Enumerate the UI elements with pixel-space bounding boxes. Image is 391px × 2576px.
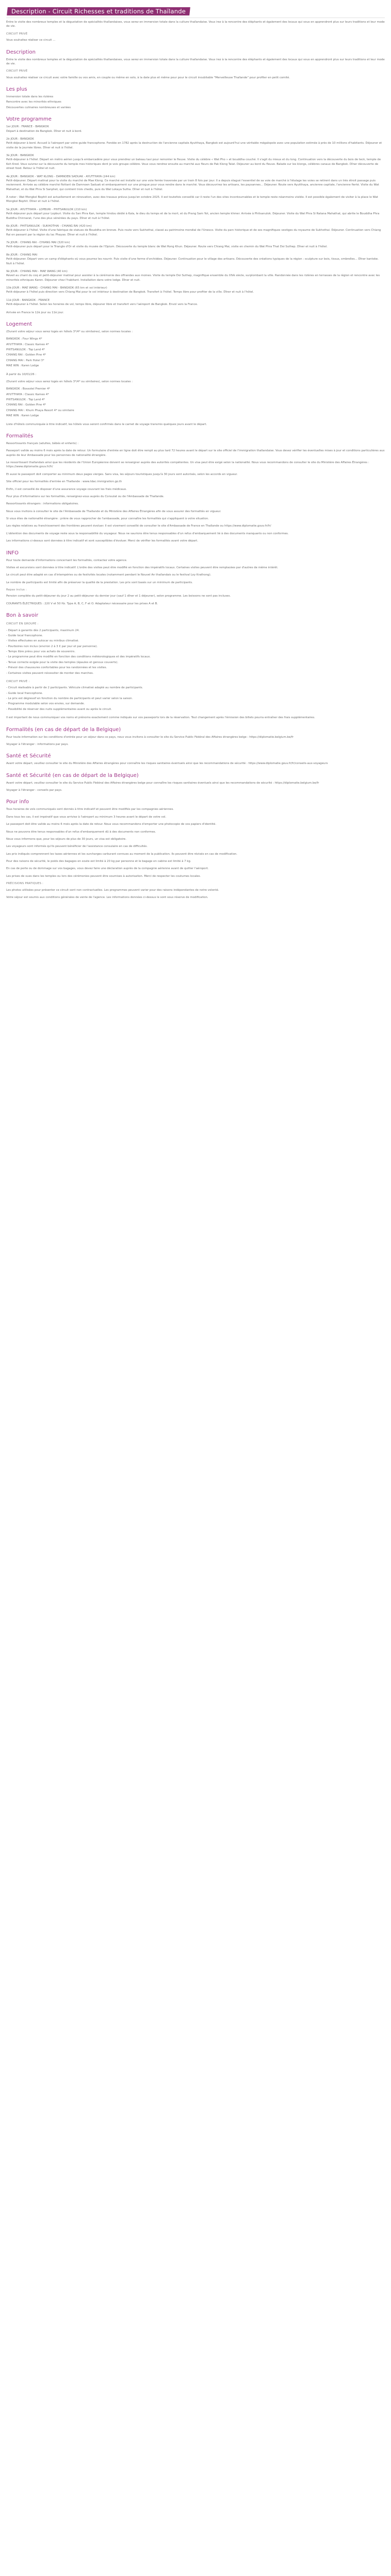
day-text: Arrivée en France le 12è jour ou 11è jour. [6,311,64,314]
savoir-item: - Guide local francophone. [6,691,43,695]
logement-note: À partir du 10/01/26 : [6,372,37,376]
pour-info-heading: Pour info [6,799,29,805]
savoir-item: - Programme modulable selon vos envies, sur demande. [6,702,85,706]
pour-info-paragraph: Le passeport doit être valide au moins 6 mois après la date de retour. Nous vous recommandons d'emporter une photocopie de vos papiers d'identité. [6,823,217,826]
savoir-item: - Guide local francophone. [6,634,43,637]
circuit-prive-text: Vous souhaitez réaliser ce circuit ... [6,39,56,42]
day-text: À noter : Wat Mongkol Bophit est actuellement en rénovation, avec des travaux prévus jusqu'en octobre 2025. Il est toutefois conseillé car il reste l'un des sites incontournables et le temple reste néanmoins visible. Il est possible également de visiter à la place le Wat Mongkol Bophit. Dîner et nuit à l'hôtel. [6,196,378,204]
day-item [6,311,385,315]
formalites-paragraph: Site officiel pour les formalités d'entrée en Thaïlande : www.tdac.immigration.go.th [6,480,122,484]
pour-info-paragraph: Pour des raisons de sécurité, le poids des bagages en soute est limité à 20 kg par personne et le bagage en cabine est limité à 7 kg. [6,860,191,863]
formalites-paragraph: Les informations ci-dessus sont données à titre indicatif et sont susceptibles d'évoluer. Merci de vérifier les formalités avant votre départ. [6,539,199,543]
day-title: 5è JOUR : AYUTTHAYA - LOPBURI - PHITSANULOK (210 km) [6,208,87,211]
formalites-paragraph: Le ressortissant thaïlandais ainsi que les résidents de l'Union Européenne doivent se renseigner auprès des autorités compétentes. Un visa peut être exigé selon la nationalité. Nous vous recommandons de consulter le site du Ministère des Affaires Étrangères : https://www.diplomatie.gouv.fr/fr/ [6,461,369,469]
hotel-item: BANGKOK : Four Wings 4* [6,337,42,341]
formalites-paragraph: Passeport valide au moins 6 mois après la date de retour. Un formulaire d'entrée en ligne doit être rempli au plus tard 72 heures avant le départ sur le site officiel de l'immigration thaïlandaise. Vous devez vérifier les éventuelles mises à jour et conditions particulières aux auprès de leur Ambassade pour les personnes de nationalité étrangère. [6,449,385,457]
hotel-item: AYUTTHAYA : Classic Kameo 4* [6,343,49,346]
intro-text: Entre le visite des nombreux temples et la dégustation de spécialités thaïlandaises, vous serez en immersion totale dans la culture thaïlandaise. Vous irez à la rencontre des éléphants et également des locaux qui vous en apprendront plus sur leurs traditions et leur mode de vie. [6,21,385,28]
formalites-paragraph: Pour plus d'informations sur les formalités, renseignez-vous auprès du Consulat ou de l'Ambassade de Thaïlande. [6,495,165,498]
hotel-item: MAE WIN : Karen Lodge [6,364,39,368]
info-content [6,558,385,585]
day-text: Petit-déjeuner puis départ pour le Triangle d'Or et visite du musée de l'Opium. Découverte du temple blanc de Wat Rong Khun. Déjeuner. Route vers Chiang Mai, visite en chemin du Wat Phra That Doi Suthep. Dîner et nuit à l'hôtel. [6,245,328,249]
pour-info-paragraph: Nous vous informons que, pour les séjours de plus de 30 jours, un visa est obligatoire. [6,837,126,841]
pour-info-content [6,807,385,878]
savoir-item: - Tenue correcte exigée pour la visite des temples (épaules et genoux couverts). [6,660,119,664]
plus-item: Immersion totale dans les rizières [6,95,54,98]
day-title: 1er JOUR : FRANCE - BANGKOK [6,125,49,129]
savoir-heading: Bon à savoir [6,613,39,619]
page-title: Description - Circuit Richesses et traditions de Thaïlande [7,7,190,15]
plus-item: Découvertes culinaires nombreuses et variées [6,106,71,109]
logement-footer: Liste d'hôtels communiquée à titre indicatif, les hôtels vous seront confirmés dans le carnet de voyage transmis quelques jours avant le départ. [6,422,207,426]
hotels-list-1 [6,337,385,368]
day-item [6,208,385,221]
sante-belgique-heading: Santé et Sécurité (en cas de départ de la Belgique) [6,772,139,778]
pour-info-paragraph: Nous ne pouvons être tenus responsables d'un refus d'embarquement dû à des documents non conformes. [6,830,156,834]
hotels-list-2 [6,387,385,418]
info-paragraph: Visites et excursions sont données à titre indicatif. L'ordre des visites peut être modifié en fonction des impératifs locaux. Certaines visites peuvent être remplacées par d'autres de même intérêt. [6,566,279,569]
description-intro: Entre le visite des nombreux temples et la dégustation de spécialités thaïlandaises, vous serez en immersion totale dans la culture thaïlandaise. Vous irez à la rencontre des éléphants et également des locaux qui vous en apprendront plus sur leurs traditions et leur mode de vie. [6,58,385,65]
day-title: 11è JOUR : BANGKOK - FRANCE [6,298,50,302]
hotel-item: CHIANG MAI : Khum Phaya Resort 4* ou similaire [6,409,74,412]
savoir-item: - Circuit réalisable à partir de 2 participants. Véhicule climatisé adapté au nombre de participants. [6,686,143,690]
info-paragraph: Le circuit peut être adapté en cas d'intempéries ou de festivités locales (notamment pendant le Nouvel An thaïlandais ou le festival Loy Krathong). [6,573,211,577]
hotel-item: MAE WIN : Karen Lodge [6,414,39,418]
hotel-item: PHITSANULOK : Top Land 4* [6,348,45,351]
sante-belgique-text: Avant votre départ, veuillez consulter le site du Service Public Fédéral des Affaires étrangères belge pour connaître les risques sanitaires éventuels ainsi que les recommandations de sécurité : https://diplomatie.belgium.be/fr [6,781,319,785]
savoir-item: - Pourboires non inclus (environ 2 à 3 € par jour et par personne). [6,645,98,648]
savoir-item: - Visites effectuées en autocar ou minibus climatisé. [6,639,79,643]
days-list [6,125,385,315]
formalites-paragraph: Nous vous invitons à consulter le site de l'Ambassade de Thaïlande et du Ministère des Affaires Étrangères afin de vous assurer des formalités en vigueur. [6,510,221,513]
day-item [6,154,385,171]
savoir-item: - Possibilité de réserver des nuits supplémentaires avant ou après le circuit. [6,707,112,711]
description-heading: Description [6,49,36,55]
pour-info-paragraph: Tous horaires de vols communiqués sont donnés à titre indicatif et peuvent être modifiés par les compagnies aériennes. [6,808,174,811]
hotel-item: CHIANG RAI : Golden Pine 4* [6,353,46,357]
hotel-item: PHITSANULOK : Top Land 4* [6,398,45,401]
day-text: Petit-déjeuner à l'hôtel. Selon les horaires de vol, temps libre, déjeuner libre et transfert vers l'aéroport de Bangkok. Envol vers la France. [6,303,198,307]
savoir-item: - Départ à garantis dès 2 participants, maximum 24. [6,629,80,632]
day-text: Petit-déjeuner. Départ vers un camp d'éléphants où vous pourrez les nourrir. Puis visite d'une ferme d'orchidées. Déjeuner. Continuation pour le village des artisans. Découverte des créations typiques de la région : sculpture sur bois, tissus, ombrelles... Dîner kantoke. Nuit à l'hôtel. [6,258,379,265]
hotel-item: CHIANG RAI : Golden Pine 4* [6,403,46,407]
logement-heading: Logement [6,321,32,327]
day-title: 3è JOUR : BANGKOK [6,154,34,157]
day-title: 2è JOUR : BANGKOK [6,137,34,141]
pour-info-paragraph: Les prix indiqués comprennent les taxes aériennes et les surcharges carburant connues au moment de la publication. Ils peuvent être révisés en cas de modification. [6,852,237,856]
plus-list [6,95,385,110]
footer-note: Votre séjour est soumis aux conditions générales de vente de l'agence. Les informations données ci-dessus le sont sous réserve de modification. [6,895,208,899]
circuit-prive-label-2: CIRCUIT PRIVÉ [6,70,28,73]
circuit-prive-text-2: Vous souhaitez réaliser ce circuit avec votre famille ou vos amis, en couple ou même en solo, à la date plus et même pour pour le circuit inoubliable "Merveilleuse Thaïlande" pour profiter en petit comité. [6,76,290,79]
savoir-item: - Temps libre prévu pour vos achats de souvenirs. [6,650,76,653]
logement-intro: (Durant votre séjour vous serez logés en hôtels 3*/4* ou similaires), selon normes locales : [6,330,133,333]
formalites-belgique-text-2: Voyager à l'étranger : informations par pays. [6,742,69,746]
formalites-content [6,442,385,544]
formalites-paragraph: Enfin, il est conseillé de disposer d'une assurance voyage couvrant les frais médicaux. [6,487,127,491]
hotel-item: BANGKOK : Bossotel Premier 4* [6,387,51,391]
day-item [6,137,385,150]
formalites-paragraph: Ressortissants français (adultes, bébés et enfants) : [6,442,79,445]
info-heading: INFO [6,550,19,556]
plus-heading: Les plus [6,87,27,92]
sante-belgique-text-2: Voyager à l'étranger : conseils par pays. [6,789,62,792]
formalites-paragraph: Si vous êtes de nationalité étrangère : prière de vous rapprocher de l'ambassade, pour connaître les formalités qui s'appliquent à votre situation. [6,517,209,520]
day-text: Petit-déjeuner puis départ pour Lopburi. Visite du San Phra Kan, temple hindou dédié à Kala, le dieu du temps et de la mort, et du Prang Sam Yot, ancien temple khmer. Arrivée à Phitsanulok. Déjeuner. Visite du Wat Phra Si Ratana Mahathat, qui abrite le Bouddha Phra Buddha Chinnarat, l'une des plus vénérées du pays. Dîner et nuit à l'hôtel. [6,212,380,220]
savoir-footer: Il est important de nous communiquer vos noms et prénoms exactement comme indiqués sur vos passeports lors de la réservation. Tout changement après l'émission des billets pourra entraîner des frais supplémentaires. [6,716,315,720]
pour-info-paragraph: Les prises de vues dans les temples ou lors des cérémonies peuvent être soumises à autorisation. Merci de respecter les coutumes locales. [6,874,201,878]
savoir-list-1 [6,629,385,675]
day-text: Réveil au chant du coq et petit-déjeuner matinal pour assister à la cérémonie des offrandes aux moines. Visite du temple Doi Suthep, magnifique ensemble du XIVè siècle, surplombant la ville. Randonnée dans les rizières en terrasses de la région et rencontre avec les minorités ethniques Karen. Déjeuner chez l'habitant. Installation dans votre lodge. Dîner et nuit. [6,274,380,282]
repas-label: Repas inclus : [6,588,27,591]
pour-info-paragraph: Les voyageurs sont informés qu'ils peuvent bénéficier de l'assistance consulaire en cas de difficultés. [6,845,148,849]
pratiques-text: Les photos utilisées pour présenter ce circuit sont non contractuelles. Les programmes peuvent varier pour des raisons indépendantes de notre volonté. [6,888,219,892]
courants-text: COURANTS ÉLECTRIQUES : 220 V et 50 Hz. Type A, B, C, F et O. Adaptateur nécessaire pour les prises A et B. [6,602,158,605]
savoir-label: CIRCUIT EN GROUPE : [6,622,39,626]
day-title: 4è JOUR : BANGKOK - WAT KLONG - DAMNOEN SADUAK - AYUTTHAYA (244 km) [6,175,116,178]
plus-item: Rencontre avec les minorités ethniques [6,100,61,104]
savoir-item: - Le programme peut être modifié en fonction des conditions météorologiques et des impératifs locaux. [6,655,151,659]
savoir-list-2 [6,686,385,711]
day-item [6,269,385,282]
day-text: Petit-déjeuner à l'hôtel puis direction vers Chiang Mai pour le vol intérieur à destination de Bangkok. Transfert à l'hôtel. Temps libre pour profiter de la ville. Dîner et nuit à l'hôtel. [6,291,254,294]
day-title: 7è JOUR : CHIANG RAI - CHIANG MAI (320 km) [6,241,70,244]
day-title: 8è JOUR : CHIANG MAI [6,253,38,257]
sante-heading: Santé et Sécurité [6,753,51,759]
day-item [6,253,385,266]
day-text: Petit-déjeuner à l'hôtel. Visite d'une fabrique de statues de Bouddha en bronze. Puis route vers Sukhothai, classé au patrimoine mondial de l'Unesco. Visite du parc historique et de ses magnifiques vestiges du royaume de Sukhothai. Déjeuner. Continuation vers Chiang Rai en passant par la région du lac Phayao. Dîner et nuit à l'hôtel. [6,229,381,236]
savoir-item: - Prévoir des chaussures confortables pour les randonnées et les visites. [6,666,107,670]
info-paragraph: Pour toute demande d'informations concernant les formalités, contactez votre agence. [6,558,127,562]
day-item [6,298,385,307]
day-item [6,224,385,237]
savoir-item: - Certaines visites peuvent nécessiter de monter des marches. [6,671,94,675]
pratiques-label: PRÉCISIONS PRATIQUES : [6,882,44,886]
circuit-prive-label: CIRCUIT PRIVÉ [6,32,28,36]
day-item [6,175,385,192]
pour-info-paragraph: Dans tous les cas, il est impératif que vous arriviez à l'aéroport au minimum 3 heures avant le départ de votre vol. [6,815,167,819]
info-paragraph: Le nombre de participants est limité afin de préserver la qualité de la prestation. Les prix sont basés sur un minimum de participants. [6,581,193,584]
savoir-label-2: CIRCUIT PRIVÉ : [6,680,30,683]
day-text: Petit-déjeuner à l'hôtel. Départ en métro aérien jusqu'à embarcadère pour vous prendrez un bateau taxi pour remonter le fleuve. Visite du célèbre « Wat Pho » et bouddha couché. Il s'agit du mieux et du long. Continuation vers la découverte du bois de teck, temple de Koh Kred. Vous suivrez sur la découverte du temple mes historiques dont je vois groupe célèbre. Vous vous rendrez ensuite au marché aux fleurs de Pak Klong Talat. Déjeuner au bord du fleuve. Balade sur les klongs, célèbres canaux de Bangkok. Dîner découverte de street food. Retour à l'hôtel et nuit. [6,158,381,171]
formalites-paragraph: Ressortissants étrangers : informations obligatoires. [6,502,79,506]
formalites-paragraph: Les règles relatives au franchissement des frontières peuvent évoluer. Il est vivement conseillé de consulter le site d'Ambassade de France en Thaïlande ou https://www.diplomatie.gouv.fr/fr/ [6,524,271,528]
day-item [6,125,385,133]
programme-heading: Votre programme [6,116,52,123]
formalites-paragraph: L'obtention des documents de voyage reste sous la responsabilité du voyageur. Nous ne saurions être tenus responsables d'un refus d'embarquement lié à des documents manquants ou non conformes. [6,532,289,535]
formalites-heading: Formalités [6,433,34,439]
savoir-item: - Le prix est dégressif en fonction du nombre de participants et peut varier selon la saison. [6,697,133,700]
day-title: 6è JOUR : PHITSANULOK - SUKHOTHAI - CHIANG RAI (420 km) [6,224,92,228]
banner [6,7,385,18]
day-item [6,195,385,204]
day-text: Petit-déjeuner. Départ matinal pour la visite du marché de Mae Klong. Ce marché est installé sur une voie ferrée traversée par un train 8 fois par jour. Il a depuis élagué l'essentiel de sa voie de marché à l'étalage les voies se retirent dans un très étroit passage puis reviennent. Arrivée au célèbre marché flottant de Damnoen Saduak et embarquement sur une pirogue pour vous rendre dans le marché. Vous découvrirez les artisans, les paysannes... Déjeuner. Route vers Ayutthaya, ancienne capitale, l'ancienne fierté. Visite du Wat Mahathat, et du Wat Phra Si Sanphet, qui contient trois chedis, puis du Wat Lokaya Sutha. Dîner et nuit à l'hôtel. [6,179,379,191]
hotel-item: AYUTTHAYA : Classic Kameo 4* [6,393,49,396]
formalites-belgique-text: Pour toute information sur les conditions d'entrée pour un séjour dans ce pays, nous vous invitons à consulter le site du Service Public Fédéral des Affaires étrangères belge : https://diplomatie.belgium.be/fr [6,735,294,739]
day-text: Petit-déjeuner à bord. Accueil à l'aéroport par votre guide francophone. Fondée en 1782 après la destruction de l'ancienne capitale Ayutthaya, Bangkok est aujourd'hui une véritable mégalopole avec une population estimée à près de 10 millions d'habitants. Déjeuner et visite de la journée libres. Dîner et nuit à l'hôtel. [6,142,382,149]
day-item [6,286,385,295]
day-title: 10è JOUR : MAE WANG - CHIANG MAI - BANGKOK (65 km et vol intérieur) [6,286,107,290]
repas-text: Pension complète du petit-déjeuner du jour 2 au petit-déjeuner du dernier jour (sauf 1 dîner et 1 déjeuner), selon programme. Les boissons ne sont pas incluses. [6,595,231,598]
day-title: 9è JOUR : CHIANG MAI - MAE WANG (40 km) [6,269,68,273]
day-text: Départ à destination de Bangkok. Dîner et nuit à bord. [6,129,82,133]
sante-text: Avant votre départ, veuillez consulter le site du Ministère des Affaires étrangères pour connaître les risques sanitaires éventuels ainsi que les recommandations de sécurité : https://www.diplomatie.gouv.fr/fr/conseils-aux-voyageurs [6,762,328,766]
hotel-item: CHIANG MAI : Park Hotel 3* [6,359,44,362]
day-item [6,241,385,249]
pour-info-paragraph: En cas de perte ou de dommage sur vos bagages, vous devez faire une déclaration auprès de la compagnie aérienne avant de quitter l'aéroport. [6,867,209,871]
formalites-paragraph: Et aussi le passeport doit comporter au minimum deux pages vierges. Sans visa, les séjours touristiques jusqu'à 30 jours sont autorisés, selon les accords en vigueur. [6,472,238,476]
page [0,0,391,913]
logement-intro-2: (Durant votre séjour vous serez logés en hôtels 3*/4* ou similaires), selon normes locales : [6,380,133,383]
formalites-belgique-heading: Formalités (en cas de départ de la Belgique) [6,726,121,733]
